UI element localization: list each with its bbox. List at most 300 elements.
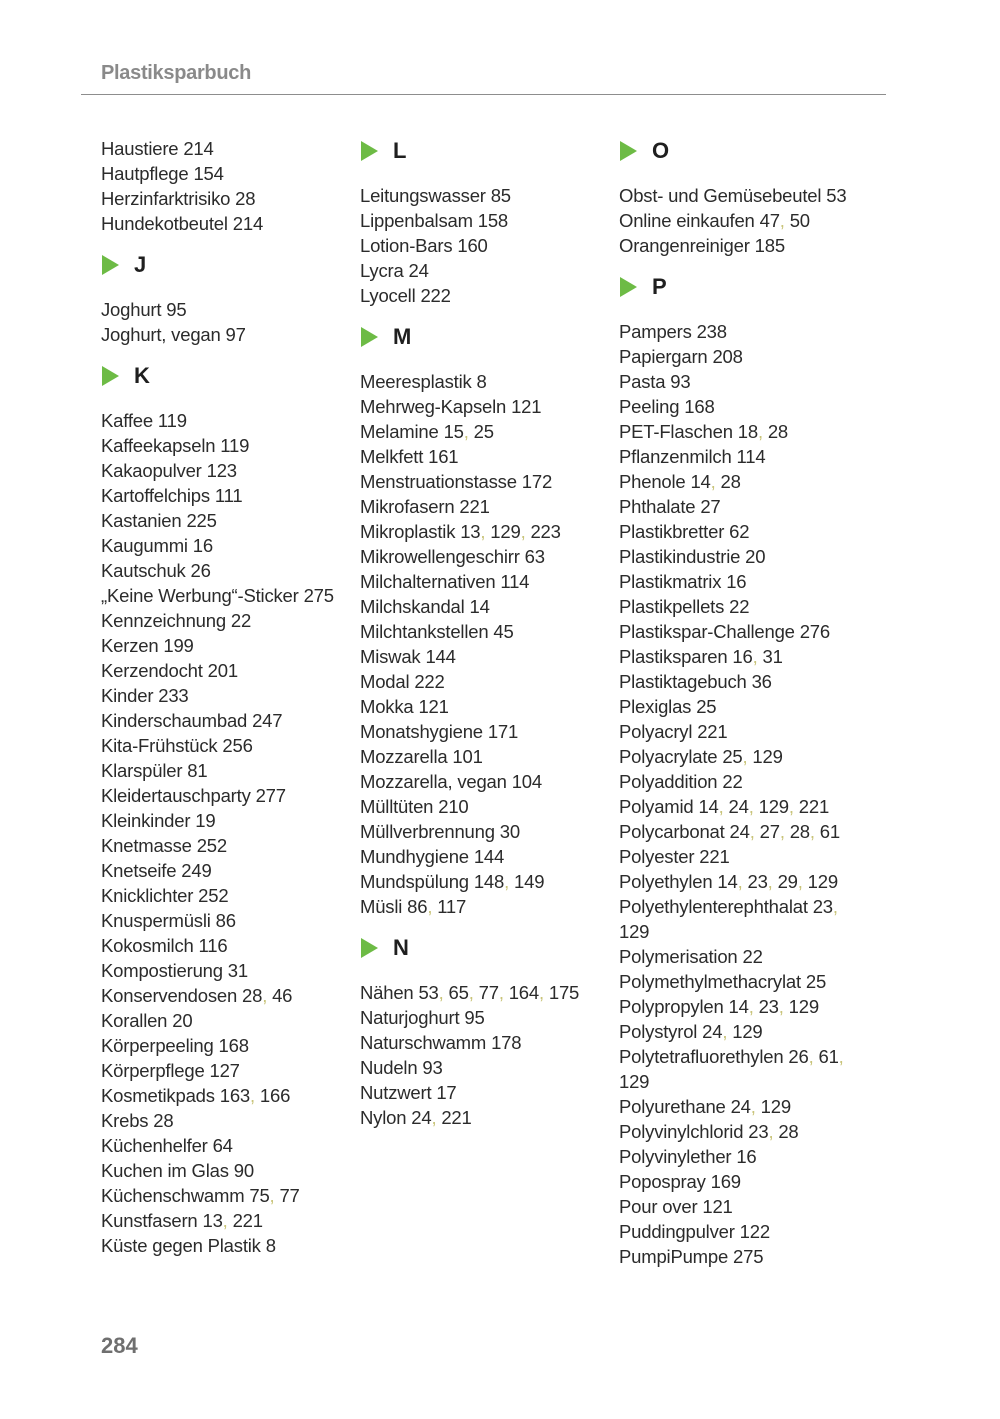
page-separator: , — [463, 421, 474, 442]
page-ref: 163 — [219, 1085, 251, 1106]
page-ref: 62 — [729, 521, 750, 542]
index-term: Kinderschaumbad — [101, 710, 248, 731]
page-ref: 129 — [807, 871, 838, 892]
page-ref: 160 — [457, 235, 488, 256]
index-term: Polycarbonat — [619, 821, 725, 842]
index-term: Krebs — [101, 1110, 149, 1131]
index-entry — [101, 1183, 356, 1208]
index-term: Modal — [360, 671, 410, 692]
page-ref: 148 — [473, 871, 505, 892]
page-ref: 14 — [698, 796, 719, 817]
index-term: Mehrweg-Kapseln — [360, 396, 507, 417]
index-term: Phenole — [619, 471, 686, 492]
index-entry — [360, 1005, 615, 1030]
page-ref: 22 — [230, 610, 252, 631]
index-entry — [360, 769, 615, 794]
index-entry — [101, 458, 356, 483]
index-entry — [360, 519, 615, 544]
index-entry — [619, 369, 874, 394]
section-heading-j — [101, 250, 356, 280]
index-term: Kaffee — [101, 410, 153, 431]
page-ref: 30 — [499, 821, 520, 842]
page-ref: 144 — [473, 846, 505, 867]
page-ref: 223 — [530, 521, 561, 542]
page-ref: 169 — [710, 1171, 741, 1192]
index-entry-continuation: 129 — [619, 1071, 650, 1092]
index-term: Melamine — [360, 421, 439, 442]
index-term: Lotion-Bars — [360, 235, 453, 256]
section-heading-o — [619, 136, 874, 166]
page-ref: 214 — [183, 138, 214, 159]
page-separator: , — [262, 985, 273, 1006]
index-term: Naturschwamm — [360, 1032, 487, 1053]
index-term: Peeling — [619, 396, 680, 417]
index-term: Mokka — [360, 696, 414, 717]
index-term: Lippenbalsam — [360, 210, 473, 231]
page-ref: 93 — [670, 371, 691, 392]
index-entry — [101, 408, 356, 433]
page-separator: , — [752, 646, 763, 667]
index-term: Kosmetikpads — [101, 1085, 215, 1106]
page-ref: 61 — [819, 821, 840, 842]
index-entry — [619, 444, 874, 469]
index-entry — [101, 1208, 356, 1233]
index-term: Polyethylenterephthalat — [619, 896, 808, 917]
index-entry — [360, 669, 615, 694]
index-entry — [101, 1233, 356, 1258]
index-entry — [619, 494, 874, 519]
index-entry — [101, 483, 356, 508]
page-ref: 28 — [153, 1110, 174, 1131]
index-term: Mozzarella — [360, 746, 448, 767]
page-ref: 77 — [478, 982, 499, 1003]
page-ref: 171 — [487, 721, 519, 742]
index-term: Müllverbrennung — [360, 821, 495, 842]
page-separator: , — [750, 1096, 761, 1117]
index-term: Pflanzenmilch — [619, 446, 732, 467]
index-entry — [360, 869, 615, 894]
index-entry — [619, 869, 874, 894]
index-term: Kita-Frühstück — [101, 735, 218, 756]
index-term: Kinder — [101, 685, 154, 706]
page-separator: , — [797, 871, 808, 892]
index-term: Müsli — [360, 896, 403, 917]
page-ref: 168 — [218, 1035, 249, 1056]
index-entry — [101, 508, 356, 533]
section-letter: K — [134, 363, 150, 388]
page-ref: 199 — [163, 635, 194, 656]
index-term: Pour over — [619, 1196, 698, 1217]
section-letter: P — [652, 274, 667, 299]
index-term: Polyacrylate — [619, 746, 718, 767]
page-ref: 201 — [207, 660, 238, 681]
page-separator: , — [269, 1185, 280, 1206]
index-term: Mikrofasern — [360, 496, 455, 517]
index-term: Polymerisation — [619, 946, 738, 967]
index-term: Klarspüler — [101, 760, 183, 781]
index-entry — [619, 594, 874, 619]
triangle-right-icon — [102, 255, 119, 275]
section-letter: J — [134, 252, 147, 277]
page-ref: 121 — [511, 396, 542, 417]
page-ref: 208 — [712, 346, 743, 367]
page-ref: 249 — [181, 860, 212, 881]
page-ref: 28 — [778, 1121, 799, 1142]
index-entry — [619, 669, 874, 694]
index-term: Plexiglas — [619, 696, 692, 717]
index-entry — [619, 419, 874, 444]
page-ref: 28 — [767, 421, 789, 442]
index-entry — [619, 844, 874, 869]
page-ref: 185 — [754, 235, 785, 256]
index-term: Obst- und Gemüsebeutel — [619, 185, 822, 206]
index-entry — [101, 558, 356, 583]
index-column-2 — [360, 136, 615, 1130]
index-entry — [360, 544, 615, 569]
index-entry — [101, 708, 356, 733]
page-ref: 95 — [166, 299, 187, 320]
index-term: Körperpflege — [101, 1060, 205, 1081]
index-entry — [619, 819, 874, 844]
triangle-right-icon — [361, 141, 378, 161]
page-ref: 221 — [441, 1107, 472, 1128]
page-ref: 24 — [411, 1107, 432, 1128]
page-ref: 25 — [473, 421, 494, 442]
page-ref: 25 — [696, 696, 717, 717]
page-ref: 8 — [265, 1235, 276, 1256]
index-term: Plastikindustrie — [619, 546, 741, 567]
page-ref: 77 — [279, 1185, 300, 1206]
page-ref: 24 — [702, 1021, 723, 1042]
index-term: „Keine Werbung“-Sticker — [101, 585, 299, 606]
page-ref: 13 — [202, 1210, 223, 1231]
page-ref: 8 — [476, 371, 487, 392]
index-term: Kleidertauschparty — [101, 785, 251, 806]
page-separator: , — [431, 1107, 442, 1128]
page-ref: 277 — [255, 785, 286, 806]
index-entry — [360, 1080, 615, 1105]
index-term: Hundekotbeutel — [101, 213, 228, 234]
index-entry — [360, 1055, 615, 1080]
page-separator: , — [250, 1085, 260, 1106]
index-term: Papiergarn — [619, 346, 708, 367]
index-term: Naturjoghurt — [360, 1007, 460, 1028]
page-ref: 154 — [193, 163, 224, 184]
page-ref: 64 — [212, 1135, 233, 1156]
index-entry — [360, 619, 615, 644]
triangle-right-icon — [620, 277, 637, 297]
index-term: Haustiere — [101, 138, 179, 159]
section-heading-m — [360, 322, 615, 352]
page-ref: 28 — [235, 188, 256, 209]
page-ref: 25 — [722, 746, 743, 767]
page-ref: 129 — [752, 746, 783, 767]
index-entry — [101, 783, 356, 808]
page-ref: 247 — [252, 710, 283, 731]
index-entry — [101, 1008, 356, 1033]
page-separator: , — [718, 796, 729, 817]
index-term: Küchenschwamm — [101, 1185, 245, 1206]
section-heading-k — [101, 361, 356, 391]
index-entry-continuation: 129 — [619, 921, 650, 942]
page-ref: 75 — [249, 1185, 270, 1206]
page-ref: 24 — [729, 821, 750, 842]
index-term: Mozzarella, vegan — [360, 771, 507, 792]
index-term: Kleinkinder — [101, 810, 191, 831]
index-entry — [101, 1083, 356, 1108]
index-term: Herzinfarktrisiko — [101, 188, 231, 209]
running-header-title: Plastiksparbuch — [101, 62, 252, 84]
index-term: Joghurt — [101, 299, 162, 320]
index-entry — [360, 1030, 615, 1055]
index-term: Kompostierung — [101, 960, 223, 981]
index-term: Knicklichter — [101, 885, 194, 906]
page-separator: , — [832, 896, 838, 917]
page-separator: , — [838, 1046, 844, 1067]
page-ref: 129 — [758, 796, 789, 817]
index-entry — [619, 619, 874, 644]
index-term: Plastikbretter — [619, 521, 725, 542]
index-term: Nudeln — [360, 1057, 418, 1078]
page-ref: 53 — [826, 185, 847, 206]
index-term: Monatshygiene — [360, 721, 483, 742]
page-ref: 178 — [491, 1032, 522, 1053]
page-ref: 29 — [777, 871, 798, 892]
page-ref: 129 — [788, 996, 819, 1017]
index-entry — [360, 794, 615, 819]
page-ref: 95 — [464, 1007, 485, 1028]
page-separator: , — [468, 982, 479, 1003]
index-entry — [619, 394, 874, 419]
index-term: Kaffeekapseln — [101, 435, 216, 456]
page-ref: 46 — [272, 985, 293, 1006]
index-term: Kautschuk — [101, 560, 186, 581]
index-entry — [101, 211, 356, 236]
index-term: Leitungswasser — [360, 185, 486, 206]
index-column-3 — [619, 136, 874, 1269]
page-ref: 129 — [760, 1096, 791, 1117]
index-term: Polyethylen — [619, 871, 713, 892]
page-ref: 27 — [700, 496, 721, 517]
page-separator: , — [757, 421, 768, 442]
page-ref: 116 — [198, 935, 228, 956]
index-entry — [101, 136, 356, 161]
index-entry — [101, 1058, 356, 1083]
index-term: Plastiksparen — [619, 646, 728, 667]
page-ref: 119 — [157, 410, 187, 431]
page-ref: 23 — [758, 996, 779, 1017]
index-term: Mundspülung — [360, 871, 469, 892]
index-entry — [101, 933, 356, 958]
page-ref: 97 — [225, 324, 246, 345]
index-entry — [360, 394, 615, 419]
index-entry — [101, 1158, 356, 1183]
index-term: Körperpeeling — [101, 1035, 214, 1056]
page-ref: 210 — [438, 796, 469, 817]
index-entry — [360, 494, 615, 519]
index-entry — [101, 908, 356, 933]
index-entry — [619, 944, 874, 969]
page-separator: , — [767, 871, 778, 892]
page-ref: 14 — [469, 596, 490, 617]
page-ref: 28 — [789, 821, 810, 842]
page-ref: 222 — [414, 671, 445, 692]
page-ref: 233 — [158, 685, 189, 706]
index-term: Milchalternativen — [360, 571, 496, 592]
index-entry — [101, 322, 356, 347]
index-term: Pampers — [619, 321, 692, 342]
page-ref: 14 — [728, 996, 749, 1017]
page-ref: 275 — [303, 585, 334, 606]
index-entry — [619, 1019, 874, 1044]
index-entry — [360, 694, 615, 719]
index-term: Polyvinylchlorid — [619, 1121, 744, 1142]
page-separator: , — [722, 1021, 733, 1042]
index-entry — [101, 683, 356, 708]
index-entry — [360, 444, 615, 469]
index-term: Knetseife — [101, 860, 177, 881]
page-ref: 221 — [697, 721, 728, 742]
page-ref: 22 — [722, 771, 743, 792]
page-ref: 16 — [732, 646, 753, 667]
index-term: Küchenhelfer — [101, 1135, 208, 1156]
page-ref: 81 — [187, 760, 208, 781]
index-term: Knuspermüsli — [101, 910, 211, 931]
page-ref: 24 — [728, 796, 749, 817]
page-separator: , — [779, 210, 790, 231]
index-entry — [360, 644, 615, 669]
index-entry — [619, 794, 874, 819]
page-separator: , — [520, 521, 531, 542]
index-term: Popospray — [619, 1171, 706, 1192]
page-ref: 18 — [737, 421, 758, 442]
triangle-right-icon — [361, 938, 378, 958]
page-ref: 252 — [196, 835, 227, 856]
index-entry — [619, 233, 874, 258]
page-ref: 275 — [733, 1246, 764, 1267]
index-entry — [360, 819, 615, 844]
index-entry — [101, 958, 356, 983]
index-entry — [619, 1119, 874, 1144]
page-ref: 25 — [805, 971, 827, 992]
page-separator: , — [748, 796, 759, 817]
index-term: Melkfett — [360, 446, 424, 467]
index-entry — [360, 233, 615, 258]
page-separator: , — [222, 1210, 233, 1231]
index-entry — [360, 369, 615, 394]
page-ref: 86 — [407, 896, 428, 917]
page-ref: 50 — [789, 210, 810, 231]
index-term: Küste gegen Plastik — [101, 1235, 261, 1256]
page-ref: 22 — [729, 596, 750, 617]
page-separator: , — [809, 821, 820, 842]
index-entry — [360, 569, 615, 594]
index-term: Kastanien — [101, 510, 182, 531]
page-ref: 161 — [428, 446, 459, 467]
page-ref: 123 — [206, 460, 237, 481]
index-entry — [101, 608, 356, 633]
page-ref: 256 — [222, 735, 253, 756]
page-ref: 36 — [751, 671, 772, 692]
index-term: Puddingpulver — [619, 1221, 735, 1242]
index-entry — [101, 983, 356, 1008]
page-ref: 27 — [759, 821, 780, 842]
index-term: Pasta — [619, 371, 666, 392]
index-term: Polyacryl — [619, 721, 693, 742]
index-term: Polypropylen — [619, 996, 724, 1017]
index-entry — [619, 1219, 874, 1244]
page-ref: 16 — [726, 571, 747, 592]
page-ref: 164 — [508, 982, 539, 1003]
index-term: Online einkaufen — [619, 210, 755, 231]
page-ref: 129 — [732, 1021, 763, 1042]
page-ref: 144 — [425, 646, 456, 667]
index-entry — [101, 1033, 356, 1058]
index-term: Kerzen — [101, 635, 159, 656]
page-ref: 129 — [490, 521, 521, 542]
index-entry — [619, 319, 874, 344]
page-ref: 20 — [172, 1010, 193, 1031]
page-ref: 31 — [762, 646, 783, 667]
section-letter: N — [393, 935, 409, 960]
index-entry — [101, 433, 356, 458]
page-ref: 47 — [759, 210, 780, 231]
index-column-1 — [101, 136, 356, 1258]
page-ref: 121 — [702, 1196, 733, 1217]
index-term: PET-Flaschen — [619, 421, 733, 442]
index-term: Lycra — [360, 260, 404, 281]
page-ref: 15 — [443, 421, 464, 442]
index-entry — [360, 469, 615, 494]
section-heading-l — [360, 136, 615, 166]
index-entry — [101, 758, 356, 783]
index-entry — [619, 769, 874, 794]
page-ref: 28 — [720, 471, 741, 492]
index-term: Nylon — [360, 1107, 407, 1128]
index-term: Milchtankstellen — [360, 621, 489, 642]
page-ref: 85 — [490, 185, 511, 206]
index-term: Plastikmatrix — [619, 571, 722, 592]
index-entry — [360, 980, 615, 1005]
page-separator: , — [480, 521, 491, 542]
page-ref: 122 — [739, 1221, 770, 1242]
index-term: Kakaopulver — [101, 460, 202, 481]
page-ref: 221 — [459, 496, 490, 517]
index-entry — [360, 183, 615, 208]
page-ref: 221 — [798, 796, 830, 817]
index-entry — [360, 844, 615, 869]
page-ref: 24 — [408, 260, 429, 281]
page-number: 284 — [101, 1333, 138, 1358]
index-term: Kokosmilch — [101, 935, 194, 956]
index-term: Plastikspar-Challenge — [619, 621, 795, 642]
page-separator: , — [779, 821, 790, 842]
page-ref: 23 — [748, 1121, 769, 1142]
page-separator: , — [427, 896, 438, 917]
index-entry — [619, 1094, 874, 1119]
index-term: Polyaddition — [619, 771, 718, 792]
page-ref: 93 — [422, 1057, 443, 1078]
page-ref: 16 — [736, 1146, 757, 1167]
section-heading-p — [619, 272, 874, 302]
page-separator: , — [788, 796, 799, 817]
page-separator: , — [768, 1121, 779, 1142]
index-term: Polytetrafluorethylen — [619, 1046, 784, 1067]
index-entry — [101, 833, 356, 858]
index-term: Mülltüten — [360, 796, 434, 817]
index-entry — [619, 208, 874, 233]
index-entry — [619, 1169, 874, 1194]
